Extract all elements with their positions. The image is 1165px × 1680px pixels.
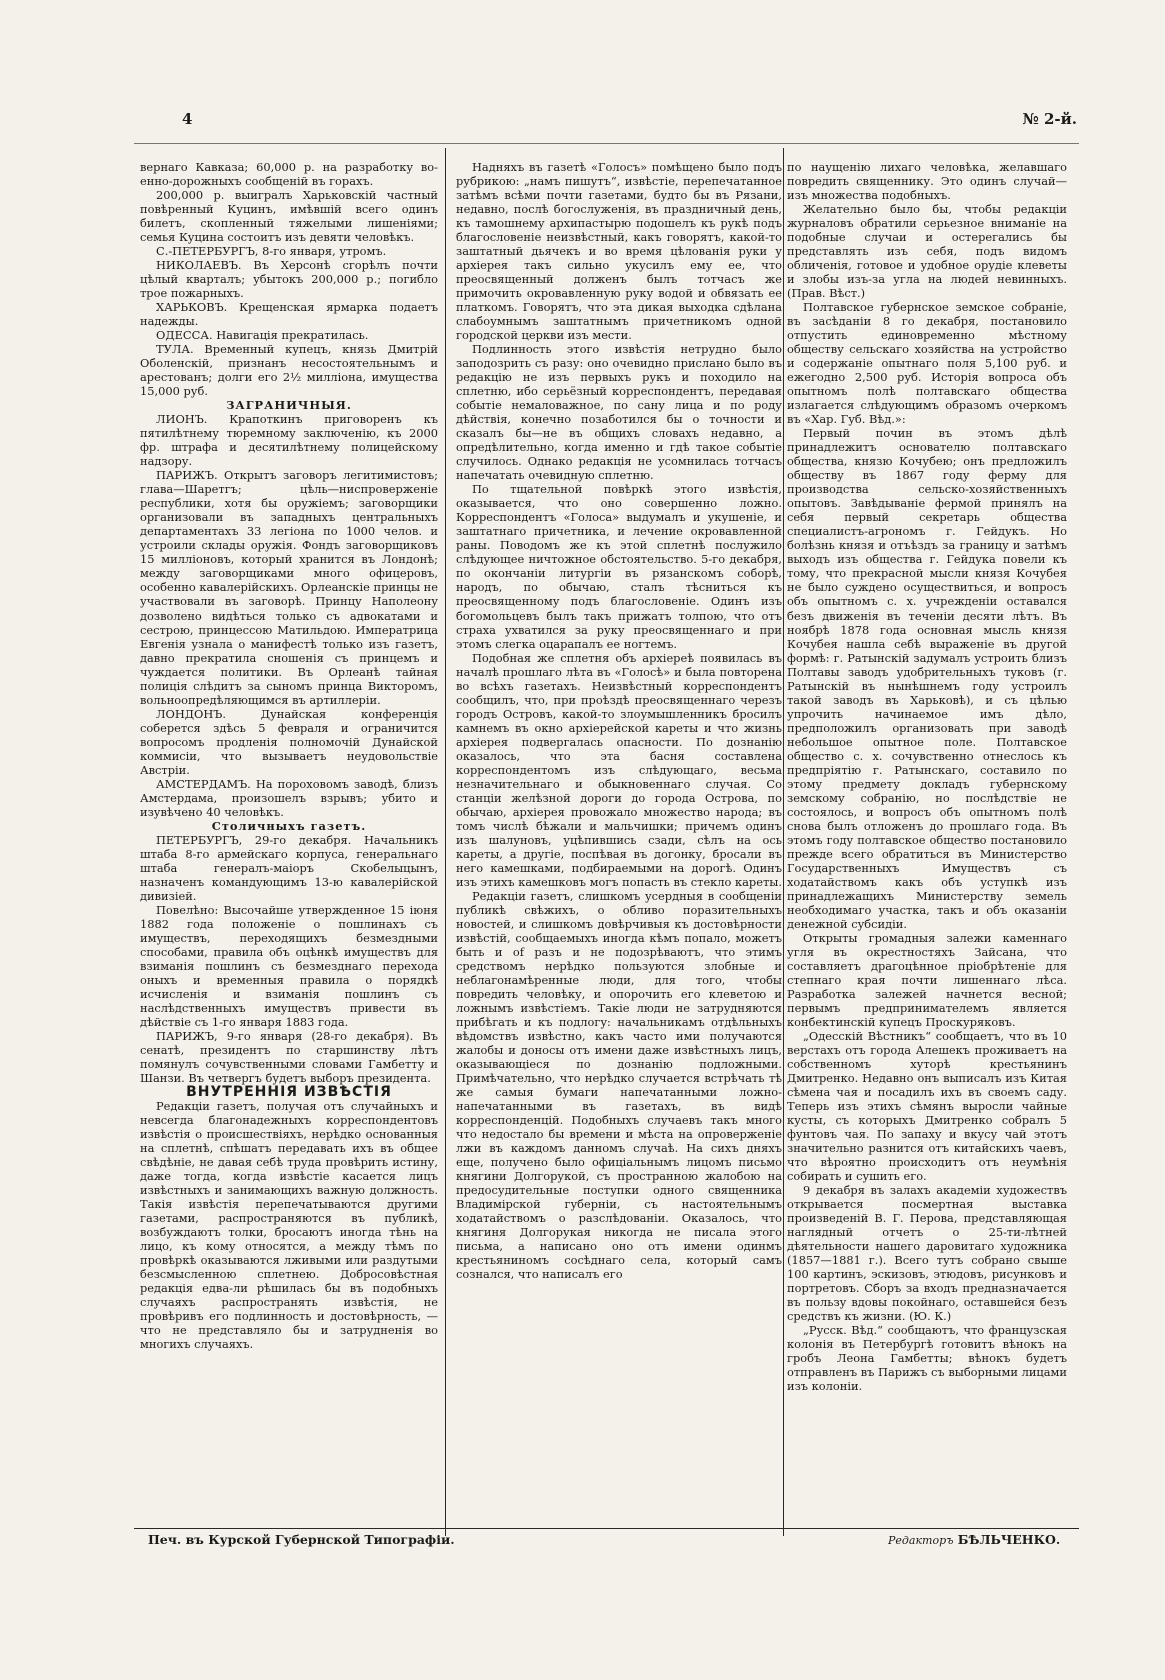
- editor-role: Редакторъ: [888, 1534, 954, 1547]
- column-right: [787, 160, 1067, 1525]
- page-number: 4: [182, 110, 193, 128]
- paragraph: Полтавское губернское земское собраніе, въ засѣданіи 8 го декабря, постановило отпустить единовременно мѣстному обществу сельскаго хозяйства на устройство и содержаніе опытнаго поля 5,100 руб. и ежегодно 2,500 руб. Исторія вопроса объ опытномъ полѣ полтавскаго общества излагается слѣдующимъ образомъ очеркомъ въ «Хар. Губ. Вѣд.»:: [787, 300, 1067, 427]
- paragraph: Редакціи газетъ, слишкомъ усердныя в сообщеніи публикѣ свѣжихъ, о обливо поразительныхъ новостей, и слишкомъ довѣрчивыя къ достовѣрности извѣстій, сообщаемыхъ иногда кѣмъ попало, можетъ быть и of разъ и не подозрѣваютъ, что этимъ средствомъ нерѣдко пользуются злобные и неблагонамѣренные люди, для того, чтобы повредить человѣку, и опорочить его клеветою и ложнымъ извѣстіемъ. Такіе люди не затрудняются прибѣгать и къ подлогу: начальникамъ отдѣльныхъ вѣдомствъ извѣстно, какъ часто ими получаются жалобы и доносы отъ имени даже извѣстныхъ лицъ, оказывающіеся по дознанію подложными. Примѣчательно, что нерѣдко случается встрѣчать тѣ же самыя бумаги напечатанными ложно-напечатанными въ газетахъ, въ видѣ корреспонденцій. Подобныхъ случаевъ такъ много что недостало бы времени и мѣста на опроверженіе лжи въ каждомъ данномъ случаѣ. На сихъ дняхъ еще, получено было офиціальнымъ лицомъ письмо княгини Долгорукой, съ пространною жалобою на предосудительные поступки одного священника Владимірской губерніи, съ настоятельнымъ ходатайствомъ о разслѣдованіи. Оказалось, что княгиня Долгорукая никогда не писала этого письма, а написано оно отъ имени одинмъ крестьяниномъ сосѣднаго села, который самъ сознался, что написалъ его: [456, 888, 782, 1282]
- section-heading-foreign: ЗАГРАНИЧНЫЯ.: [226, 398, 352, 413]
- dateline: С.-ПЕТЕРБУРГЪ, 8-го января, утромъ.: [156, 244, 387, 259]
- telegram: ПАРИЖЪ, 9-го января (28-го декабря). Въ сенатѣ, президентъ по старшинству лѣтъ помянулъ сочувственными словами Гамбетту и Шанзи. Въ четвергъ будетъ выборъ президента.: [140, 1028, 438, 1086]
- paragraph: „Русск. Вѣд.“ сообщаютъ, что французская колонія въ Петербургѣ готовитъ вѣнокъ на гробъ Леона Гамбетты; вѣнокъ будетъ отправленъ въ Парижъ съ выборными лицами изъ колоніи.: [787, 1323, 1067, 1394]
- telegram: ТУЛА. Временный купецъ, князь Дмитрій Оболенскій, признанъ несостоятельнымъ и арестованъ; долги его 2½ милліона, имущества 15,000 руб.: [140, 342, 438, 399]
- footer-rule: [134, 1528, 1079, 1529]
- column-divider: [445, 148, 446, 1536]
- editor-name: БѢЛЬЧЕНКО.: [957, 1532, 1061, 1547]
- paragraph: Подлинность этого извѣстія нетрудно было заподозрить съ разу: оно очевидно прислано было въ редакцію не изъ первыхъ рукъ и походило на сплетню, ибо серьёзный корреспондентъ, передавая событіе немаловажное, по сану лица и по роду дѣйствія, конечно позаботился бы о точности и сказалъ бы—не въ общихъ словахъ недавно, а опредѣлительно, когда именно и гдѣ такое событіе случилось. Однако редакція не усомнилась тотчасъ напечатать очевидную сплетню.: [456, 342, 782, 483]
- paragraph: Желательно было бы, чтобы редакціи журналовъ обратили серьезное вниманіе на подобные случаи и остерегались бы представлять изъ себя, подъ видомъ обличенія, готовое и удобное орудіе клеветы и злобы изъ-за угла на людей невинныхъ. (Прав. Вѣст.): [787, 202, 1067, 301]
- paragraph: По тщательной повѣркѣ этого извѣстія, оказывается, что оно совершенно ложно. Корреспондентъ «Голоса» выдумалъ и укушеніе, и заштатнаго причетника, и лечение окровавленной раны. Поводомъ же къ этой сплетнѣ послужило слѣдующее ничтожное обстоятельство. 5-го декабря, по окончаніи литургіи въ рязанскомъ соборѣ, народъ, по обычаю, сталъ тѣсниться къ преосвященному подъ благословеніе. Одинъ изъ богомольцевъ былъ такъ прижатъ толпою, что отъ страха ухватился за руку преосвященнаго и при этомъ слегка оцарапалъ ее ногтемъ.: [456, 482, 782, 651]
- paragraph: Подобная же сплетня объ архіереѣ появилась въ началѣ прошлаго лѣта въ «Голосѣ» и была повторена во всѣхъ газетахъ. Неизвѣстный корреспондентъ сообщилъ, что, при проѣздѣ преосвященнаго черезъ городъ Островъ, какой-то злоумышленникъ бросилъ камнемъ въ окно архіерейской кареты и что жизнь архіерея подвергалась опасности. По дознанію оказалось, что эта басня составлена корреспондентомъ изъ слѣдующаго, весьма незначительнаго и обыкновеннаго случая. Со станціи желѣзной дороги до города Острова, по обычаю, архіерея провожало множество народа; въ томъ числѣ бѣжали и мальчишки; причемъ одинъ изъ шалуновъ, уцѣпившись сзади, сѣлъ на ось кареты, а другіе, поспѣвая въ догонку, бросали въ него камешками, подбираемыми на дорогѣ. Одинъ изъ этихъ камешковъ могъ попасть въ стекло кареты.: [456, 650, 782, 889]
- section-heading-capital-papers: Столичныхъ газетъ.: [211, 818, 367, 833]
- telegram: ЛИОНЪ. Крапоткинъ приговоренъ къ пятилѣтнему тюремному заключенію, къ 2000 фр. штрафа и десятилѣтнему полицейскому надзору.: [140, 412, 438, 469]
- paragraph: Повелѣно: Высочайше утвержденное 15 іюня 1882 года положеніе о пошлинахъ съ имуществъ, переходящихъ безмездными способами, правила объ оцѣнкѣ имуществъ для взиманія пошлинъ съ безмезднаго перехода оныхъ и временныя правила о порядкѣ исчисленія и взиманія пошлинъ съ наслѣдственныхъ имуществъ привести въ дѣйствіе съ 1-го января 1883 года.: [140, 902, 438, 1029]
- section-heading-domestic: ВНУТРЕННІЯ ИЗВѢСТІЯ: [186, 1084, 392, 1101]
- paragraph: Первый почин въ этомъ дѣлѣ принадлежитъ основателю полтавскаго общества, князю Кочубею; онъ предложилъ обществу въ 1867 году ферму для производства сельско-хозяйственныхъ опытовъ. Завѣдываніе фермой принялъ на себя первый секретарь общества специалистъ-агрономъ г. Гейдукъ. Но болѣзнь князя и отъѣздъ за границу и затѣмъ выходъ изъ общества г. Гейдука повели къ тому, что прекрасной мысли князя Кочубея не было суждено осуществиться, и вопросъ объ опытномъ с. х. учрежденіи оставался безъ движенія въ теченіи десяти лѣтъ. Въ ноябрѣ 1878 года основная мысль князя Кочубея нашла себѣ выраженіе въ другой формѣ: г. Ратынскій задумалъ устроить близъ Полтавы заводъ удобрительныхъ туковъ (г. Ратынскій въ нынѣшнемъ году устроилъ такой заводъ въ Харьковѣ), и съ цѣлью упрочить начинаемое имъ дѣло, предположилъ организовать при заводѣ небольшое опытное поле. Полтавское общество с. х. сочувственно отнеслось къ предпріятію г. Ратынскаго, составило по этому предмету докладъ губернскому земскому собранію, но послѣдствіе не состоялось, и вопросъ объ опытномъ полѣ снова былъ отложенъ до прошлаго года. Въ этомъ году полтавское общество постановило прежде всего обратиться въ Министерство Государственныхъ Имуществъ съ ходатайствомъ какъ объ уступкѣ изъ принадлежащихъ Министерству земель необходимаго участка, такъ и объ оказаніи денежной субсидіи.: [787, 426, 1067, 931]
- paragraph: „Одесскій Вѣстникъ“ сообщаетъ, что въ 10 верстахъ отъ города Алешекъ проживаетъ на собственномъ хуторѣ крестьянинъ Дмитренко. Недавно онъ выписалъ изъ Китая сѣмена чая и посадилъ ихъ въ своемъ саду. Теперь изъ этихъ сѣмянъ выросли чайные кусты, съ которыхъ Дмитренко собралъ 5 фунтовъ чая. По запаху и вкусу чай этотъ значительно разнится отъ китайскихъ чаевъ, что вѣроятно происходитъ отъ неумѣнія собирать и сушить его.: [787, 1028, 1067, 1184]
- column-left: [140, 160, 438, 1525]
- telegram: НИКОЛАЕВЪ. Въ Херсонѣ сгорѣлъ почти цѣлый кварталъ; убытокъ 200,000 р.; погибло трое пожарныхъ.: [140, 258, 438, 301]
- column-divider: [783, 148, 784, 1536]
- paragraph: Открыты громадныя залежи каменнаго угля въ окрестностяхъ Зайсана, что составляетъ драгоцѣнное пріобрѣтеніе для степнаго края почти лишеннаго лѣса. Разработка залежей начнется весной; первымъ предпринимателемъ является конбектинскій купецъ Проскуряковъ.: [787, 930, 1067, 1029]
- telegram: АМСТЕРДАМЪ. На пороховомъ заводѣ, близъ Амстердама, произошелъ взрывъ; убито и изувѣчено 40 человѣкъ.: [140, 776, 438, 819]
- paragraph: вернаго Кавказа; 60,000 р. на разработку во-енно-дорожныхъ сообщеній въ горахъ.: [140, 160, 438, 189]
- paragraph: 200,000 р. выигралъ Харьковскій частный повѣренный Куцинъ, имѣвшій всего одинъ билетъ, скопленный тяжелыми лишеніями; семья Куцина состоитъ изъ девяти человѣкъ.: [140, 188, 438, 245]
- column-middle: [456, 160, 782, 1525]
- paragraph: по наущенію лихаго человѣка, желавшаго повредить священнику. Это одинъ случай—изъ множества подобныхъ.: [787, 160, 1067, 203]
- printer-imprint: Печ. въ Курской Губернской Типографіи.: [148, 1532, 455, 1547]
- telegram: ОДЕССА. Навигація прекратилась.: [156, 328, 369, 343]
- header-rule: [134, 143, 1079, 144]
- paragraph: Редакціи газетъ, получая отъ случайныхъ и невсегда благонадежныхъ корреспондентовъ извѣстія о происшествіяхъ, нерѣдко основанныя на сплетнѣ, спѣшатъ передавать ихъ въ общее свѣдѣніе, не давая себѣ труда провѣрить истину, даже тогда, когда извѣстіе касается лицъ извѣстныхъ и занимающихъ важную должность. Такія извѣстія перепечатываются другими газетами, распространяются въ публикѣ, возбуждаютъ толки, бросаютъ иногда тѣнь на лицо, къ кому относятся, а между тѣмъ по провѣркѣ оказываются лживыми или раздутыми безсмысленною сплетнею. Добросовѣстная редакція едва-ли рѣшилась бы въ подобныхъ случаяхъ распространять извѣстія, не провѣривъ его подлинность и достовѣрность, —что не представляло бы и затрудненія во многихъ случаяхъ.: [140, 1099, 438, 1352]
- telegram: ХАРЬКОВЪ. Крещенская ярмарка подаетъ надежды.: [140, 300, 438, 329]
- telegram: ПЕТЕРБУРГЪ, 29-го декабря. Начальникъ штаба 8-го армейскаго корпуса, генеральнаго штаба генералъ-маіоръ Скобелыцынъ, назначенъ командующимъ 13-ю кавалерійской дивизіей.: [140, 832, 438, 903]
- telegram: ПАРИЖЪ. Открытъ заговоръ легитимистовъ; глава—Шаретгъ; цѣль—ниспроверженіе республики, хотя бы оружіемъ; заговорщики организовали въ западныхъ центральныхъ департаментахъ 33 легіона по 1000 челов. и устроили склады оружія. Фондъ заговорщиковъ 15 милліоновъ, который хранится въ Лондонѣ; между заговорщиками много офицеровъ, особенно кавалерійскихъ. Орлеанскіе принцы не участвовали въ заговорѣ. Принцу Наполеону дозволено видѣться только съ адвокатами и сестрою, принцессою Матильдою. Императрица Евгенія узнала о манифестѣ только изъ газетъ, давно прекратила сношенія съ принцемъ и чуждается политики. Въ Орлеанѣ тайная полиція слѣдитъ за сыномъ принца Викторомъ, вольноопредѣляющимся въ артиллеріи.: [140, 468, 438, 707]
- editor-signature: [888, 1532, 1060, 1547]
- paragraph: 9 декабря въ залахъ академіи художествъ открывается посмертная выставка произведеній В. Г. Перова, представляющая наглядный отчетъ о 25-ти-лѣтней дѣятельности нашего даровитаго художника (1857—1881 г.). Всего тутъ собрано свыше 100 картинъ, эскизовъ, этюдовъ, рисунковъ и портретовъ. Сборъ за входъ предназначается въ пользу вдовы покойнаго, оставшейся безъ средствъ къ жизни. (Ю. К.): [787, 1183, 1067, 1324]
- paragraph: Надняхъ въ газетѣ «Голосъ» помѣщено было подъ рубрикою: „намъ пишутъ“, извѣстіе, перепечатанное затѣмъ всѣми почти газетами, будто бы въ Рязани, недавно, послѣ богослуженія, въ праздничный день, къ тамошнему архипастырю подошелъ къ рукѣ подъ благословеніе неизвѣстный, какъ говорятъ, какой-то заштатный дьячекъ и во время цѣлованія руки у архіерея такъ сильно укусилъ ему ее, что преосвященный долженъ былъ тотчасъ же примочить окровавленную руку водой и обвязать ее платкомъ. Говорятъ, что эта дикая выходка сдѣлана слабоумнымъ заштатнымъ причетникомъ одной городской церкви изъ мести.: [456, 160, 782, 343]
- telegram: ЛОНДОНЪ. Дунайская конференція соберется здѣсь 5 февраля и ограничится вопросомъ продленія полномочій Дунайской коммисіи, что вызываетъ неудовольствіе Австріи.: [140, 706, 438, 777]
- issue-number: № 2-й.: [1022, 110, 1077, 128]
